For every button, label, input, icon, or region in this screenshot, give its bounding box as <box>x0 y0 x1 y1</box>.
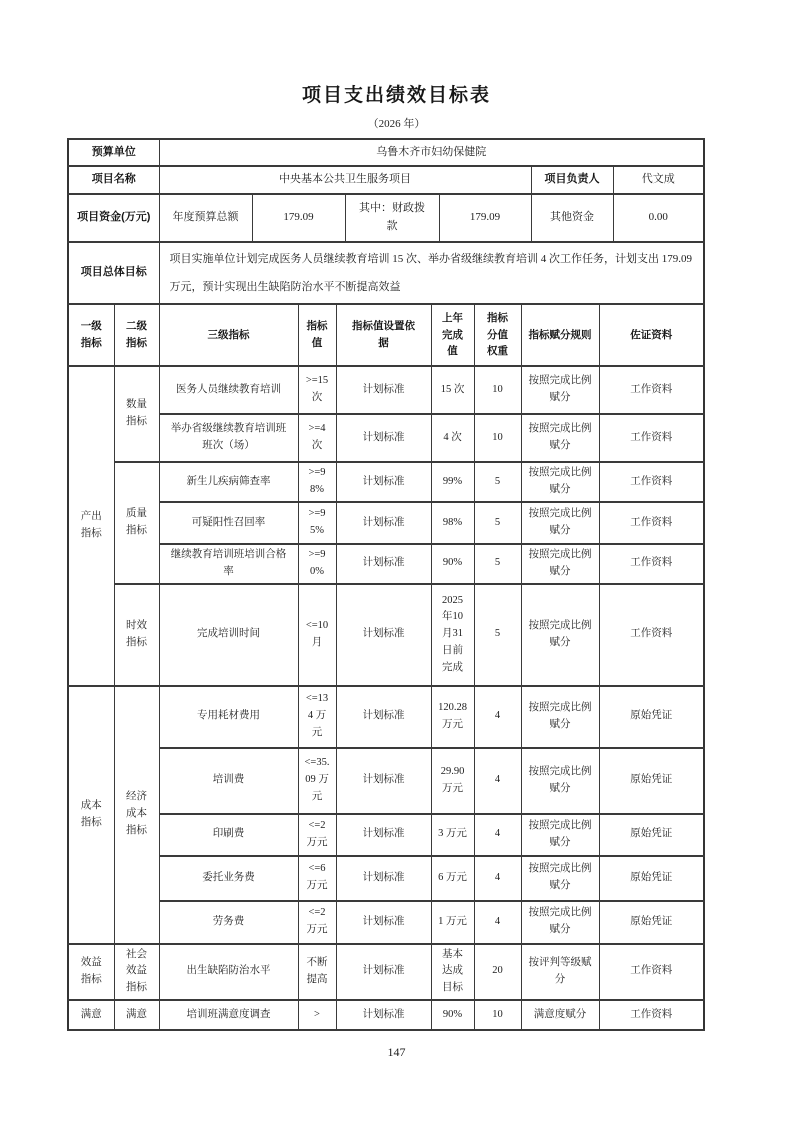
header-score-weight: 指标分值权重 <box>474 304 521 366</box>
project-leader-label: 项目负责人 <box>531 166 613 194</box>
indicator-cell: 计划标准 <box>336 856 431 901</box>
info-row-project-name <box>68 166 704 194</box>
indicator-cell: 按照完成比例赋分 <box>521 366 599 414</box>
indicator-cell: 按照完成比例赋分 <box>521 901 599 944</box>
header-indicator-value: 指标值 <box>298 304 336 366</box>
indicator-cell: 5 <box>474 584 521 686</box>
indicator-cell: 4 次 <box>431 414 474 462</box>
indicator-cell: 计划标准 <box>336 414 431 462</box>
page-number: 147 <box>387 1044 406 1059</box>
indicator-cell: 4 <box>474 686 521 748</box>
indicator-row <box>68 502 704 544</box>
indicator-cell: 计划标准 <box>336 366 431 414</box>
overall-goal-label: 项目总体目标 <box>68 242 159 304</box>
indicator-cell: 10 <box>474 414 521 462</box>
indicator-row <box>68 856 704 901</box>
indicator-cell: 4 <box>474 901 521 944</box>
indicator-cell: 10 <box>474 1000 521 1030</box>
indicator-cell: 计划标准 <box>336 584 431 686</box>
header-level3-indicator: 三级指标 <box>159 304 298 366</box>
project-leader-value: 代文成 <box>613 166 704 194</box>
indicator-cell: 满意度赋分 <box>521 1000 599 1030</box>
indicator-cell: 5 <box>474 462 521 502</box>
indicator-table-body <box>68 366 704 1030</box>
indicator-cell: 计划标准 <box>336 1000 431 1030</box>
indicator-cell: 按照完成比例赋分 <box>521 748 599 814</box>
indicator-cell: 印刷费 <box>159 814 298 856</box>
indicator-cell: 质量指标 <box>114 462 159 584</box>
indicator-cell: 成本指标 <box>68 686 114 944</box>
indicator-cell: 计划标准 <box>336 462 431 502</box>
indicator-cell: 原始凭证 <box>599 686 704 748</box>
indicator-cell: >=15 次 <box>298 366 336 414</box>
info-table <box>67 138 705 305</box>
indicator-cell: 5 <box>474 544 521 584</box>
indicator-cell: >=98% <box>298 462 336 502</box>
indicator-cell: 举办省级继续教育培训班班次（场） <box>159 414 298 462</box>
indicator-cell: 4 <box>474 856 521 901</box>
info-row-overall-goal <box>68 242 704 304</box>
indicator-cell: 4 <box>474 814 521 856</box>
indicator-cell: 满意 <box>68 1000 114 1030</box>
annual-budget-label: 年度预算总额 <box>159 194 252 242</box>
indicator-cell: 基本达成目标 <box>431 944 474 1000</box>
indicator-cell: 原始凭证 <box>599 814 704 856</box>
indicator-cell: > <box>298 1000 336 1030</box>
indicator-cell: 计划标准 <box>336 502 431 544</box>
indicator-cell: 可疑阳性召回率 <box>159 502 298 544</box>
indicator-header-row <box>68 304 704 366</box>
indicator-cell: <=6 万元 <box>298 856 336 901</box>
indicator-cell: 原始凭证 <box>599 856 704 901</box>
indicator-cell: 新生儿疾病筛查率 <box>159 462 298 502</box>
indicator-cell: >=95% <box>298 502 336 544</box>
info-row-budget-unit <box>68 139 704 166</box>
indicator-cell: 工作资料 <box>599 366 704 414</box>
indicator-row <box>68 1000 704 1030</box>
header-last-year-completion: 上年完成值 <box>431 304 474 366</box>
indicator-cell: 120.28 万元 <box>431 686 474 748</box>
indicator-cell: 计划标准 <box>336 901 431 944</box>
indicator-cell: 20 <box>474 944 521 1000</box>
indicator-cell: 工作资料 <box>599 502 704 544</box>
indicator-cell: 专用耗材费用 <box>159 686 298 748</box>
header-supporting-material: 佐证资料 <box>599 304 704 366</box>
header-level1-indicator: 一级指标 <box>68 304 114 366</box>
other-funds-value: 0.00 <box>613 194 704 242</box>
indicator-cell: 按照完成比例赋分 <box>521 502 599 544</box>
indicator-cell: 29.90 万元 <box>431 748 474 814</box>
indicator-cell: 不断提高 <box>298 944 336 1000</box>
budget-unit-value: 乌鲁木齐市妇幼保健院 <box>159 139 704 166</box>
indicator-cell: 工作资料 <box>599 414 704 462</box>
indicator-cell: 效益指标 <box>68 944 114 1000</box>
indicator-cell: 按照完成比例赋分 <box>521 414 599 462</box>
indicator-cell: 委托业务费 <box>159 856 298 901</box>
indicator-cell: <=10 月 <box>298 584 336 686</box>
indicator-cell: 按照完成比例赋分 <box>521 462 599 502</box>
indicator-cell: <=2 万元 <box>298 901 336 944</box>
indicator-cell: 计划标准 <box>336 944 431 1000</box>
indicator-cell: 工作资料 <box>599 1000 704 1030</box>
indicator-cell: >=90% <box>298 544 336 584</box>
annual-budget-value: 179.09 <box>252 194 345 242</box>
indicator-row <box>68 814 704 856</box>
indicator-cell: 出生缺陷防治水平 <box>159 944 298 1000</box>
indicator-cell: 工作资料 <box>599 944 704 1000</box>
indicator-cell: 数量指标 <box>114 366 159 462</box>
indicator-row <box>68 944 704 1000</box>
project-name-value: 中央基本公共卫生服务项目 <box>159 166 531 194</box>
indicator-cell: 时效指标 <box>114 584 159 686</box>
indicator-cell: 社会效益指标 <box>114 944 159 1000</box>
indicator-cell: 90% <box>431 544 474 584</box>
indicator-row <box>68 366 704 414</box>
indicator-row <box>68 901 704 944</box>
fiscal-allocation-value: 179.09 <box>439 194 531 242</box>
indicator-cell: 99% <box>431 462 474 502</box>
indicator-cell: 按照完成比例赋分 <box>521 544 599 584</box>
indicator-cell: 培训费 <box>159 748 298 814</box>
indicator-table <box>67 303 705 1031</box>
document-title: 项目支出绩效目标表 <box>301 85 491 106</box>
indicator-cell: 1 万元 <box>431 901 474 944</box>
indicator-cell: 按照完成比例赋分 <box>521 686 599 748</box>
indicator-cell: <=134 万元 <box>298 686 336 748</box>
indicator-row <box>68 584 704 686</box>
indicator-cell: 产出指标 <box>68 366 114 686</box>
indicator-cell: 工作资料 <box>599 462 704 502</box>
indicator-cell: 工作资料 <box>599 584 704 686</box>
indicator-cell: 90% <box>431 1000 474 1030</box>
indicator-cell: 按照完成比例赋分 <box>521 814 599 856</box>
indicator-cell: 10 <box>474 366 521 414</box>
indicator-row <box>68 686 704 748</box>
indicator-cell: 2025年10月31日前完成 <box>431 584 474 686</box>
indicator-cell: 满意 <box>114 1000 159 1030</box>
indicator-cell: 劳务费 <box>159 901 298 944</box>
indicator-cell: 原始凭证 <box>599 748 704 814</box>
overall-goal-value: 项目实施单位计划完成医务人员继续教育培训 15 次、举办省级继续教育培训 4 次工作任务，计划支出 179.09 万元，预计实现出生缺陷防治水平不断提高效益 <box>159 242 704 304</box>
indicator-cell: 计划标准 <box>336 748 431 814</box>
indicator-cell: 计划标准 <box>336 814 431 856</box>
indicator-cell: 完成培训时间 <box>159 584 298 686</box>
header-scoring-rule: 指标赋分规则 <box>521 304 599 366</box>
indicator-cell: 计划标准 <box>336 686 431 748</box>
indicator-row <box>68 544 704 584</box>
indicator-cell: 3 万元 <box>431 814 474 856</box>
indicator-cell: 98% <box>431 502 474 544</box>
indicator-cell: <=35.09 万元 <box>298 748 336 814</box>
indicator-cell: 按评判等级赋分 <box>521 944 599 1000</box>
indicator-cell: 计划标准 <box>336 544 431 584</box>
indicator-cell: <=2 万元 <box>298 814 336 856</box>
header-value-basis: 指标值设置依据 <box>336 304 431 366</box>
indicator-cell: 工作资料 <box>599 544 704 584</box>
other-funds-label: 其他资金 <box>531 194 613 242</box>
fiscal-allocation-label: 其中：财政拨款 <box>345 194 439 242</box>
indicator-cell: 按照完成比例赋分 <box>521 856 599 901</box>
project-name-label: 项目名称 <box>68 166 159 194</box>
indicator-cell: >=4 次 <box>298 414 336 462</box>
project-funds-label: 项目资金(万元) <box>68 194 159 242</box>
indicator-row <box>68 748 704 814</box>
indicator-cell: 4 <box>474 748 521 814</box>
indicator-row <box>68 414 704 462</box>
document-subtitle: （2026 年） <box>367 118 426 130</box>
indicator-row <box>68 462 704 502</box>
indicator-cell: 按照完成比例赋分 <box>521 584 599 686</box>
indicator-cell: 原始凭证 <box>599 901 704 944</box>
info-row-project-funds <box>68 194 704 242</box>
indicator-cell: 15 次 <box>431 366 474 414</box>
budget-unit-label: 预算单位 <box>68 139 159 166</box>
indicator-cell: 继续教育培训班培训合格率 <box>159 544 298 584</box>
header-level2-indicator: 二级指标 <box>114 304 159 366</box>
indicator-cell: 经济成本指标 <box>114 686 159 944</box>
indicator-cell: 培训班满意度调查 <box>159 1000 298 1030</box>
indicator-cell: 5 <box>474 502 521 544</box>
indicator-cell: 6 万元 <box>431 856 474 901</box>
indicator-cell: 医务人员继续教育培训 <box>159 366 298 414</box>
